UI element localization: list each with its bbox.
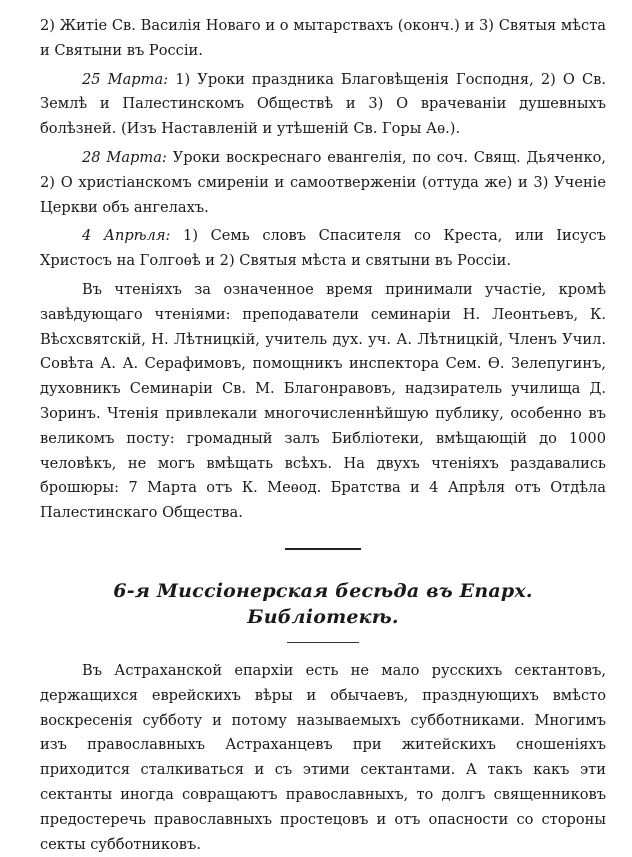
paragraph-text: Уроки воскреснаго евангелія, по соч. Свящ. Дьяченко, 2) О христіанскомъ смиреніи и самоотверженіи (оттуда же) и 3) Ученіе Церкви объ ангелахъ. (40, 148, 607, 216)
paragraph-text: 1) Уроки праздника Благовѣщенія Господня, 2) О Св. Землѣ и Палестинскомъ Обществѣ и 3) О врачеваніи душевныхъ болѣзней. (Изъ Наставленій и утѣшеній Св. Горы Аѳ.). (40, 70, 606, 138)
entry-date: 28 Марта: (82, 148, 167, 166)
heading-underline (287, 642, 359, 643)
section-body: Въ Астраханской епархіи есть не мало русскихъ сектантовъ, держащихся еврейскихъ вѣры и обычаевъ, празднующихъ вмѣсто воскресенія субботу и потому называемыхъ субботниками. Многимъ изъ православныхъ Астраханцевъ при житейскихъ сношеніяхъ приходится сталкиваться и съ этими сектантами. А такъ какъ эти сектанты иногда совращаютъ православныхъ, то долгъ священниковъ предостеречь православныхъ простецовъ и отъ опасности со стороны секты субботниковъ. (40, 661, 606, 853)
paragraph-item-1 (40, 14, 606, 64)
paragraph-text: 2) Житіе Св. Василія Новаго и о мытарствахъ (оконч.) и 3) Святыя мѣста и Святыни въ Россіи. (40, 17, 606, 59)
section-heading: 6-я Миссіонерская бесѣда въ Епарх. Библіотекѣ. (113, 579, 533, 628)
paragraph-item-5 (40, 278, 606, 526)
paragraph-item-4 (40, 224, 606, 274)
entry-date: 4 Апрѣля: (82, 227, 171, 245)
entry-date: 25 Марта: (82, 70, 169, 88)
paragraph-item-2 (40, 68, 606, 142)
paragraph-item-3 (40, 146, 606, 220)
paragraph-text: 1) Семь словъ Спасителя со Креста, или Іисусъ Христосъ на Голгоѳѣ и 2) Святыя мѣста и святыни въ Россіи. (40, 227, 607, 270)
paragraph-text: Въ чтеніяхъ за означенное время принимали участіе, кромѣ завѣдующаго чтеніями: преподаватели семинаріи Н. Леонтьевъ, К. Вѣсхсвятскій, Н. Лѣтницкій, учитель дух. уч. А. Лѣтницкій, Членъ Учил. Совѣта А. А. Серафимовъ, помощникъ инспектора Сем. Ѳ. Зелепугинъ, духовникъ Семинаріи Св. М. Благонравовъ, надзиратель училища Д. Зоринъ. Чтенія привлекали многочисленнѣйшую публику, особенно въ великомъ посту: громадный залъ Библіотеки, вмѣщающій до 1000 человѣкъ, не могъ вмѣщать всѣхъ. На двухъ чтеніяхъ раздавались брошюры: 7 Марта отъ К. Меѳод. Братства и 4 Апрѣля отъ Отдѣла Палестинскаго Общества. (40, 280, 606, 522)
